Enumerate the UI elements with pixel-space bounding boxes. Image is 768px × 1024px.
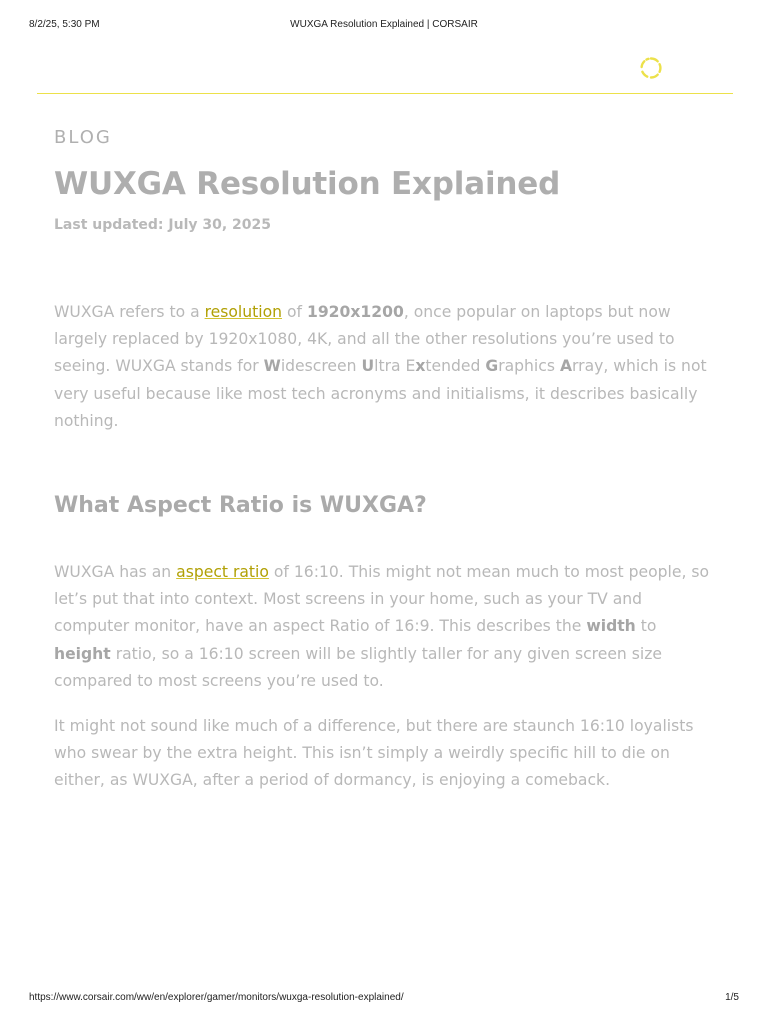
resolution-link[interactable]: resolution (204, 303, 283, 321)
article-title: WUXGA Resolution Explained (54, 166, 561, 202)
intro-paragraph: WUXGA refers to a resolution of 1920x1200, once popular on laptops but now largely replaced by 1920x1080, 4K, and all the other resolutions you’re used to seeing. WUXGA stands for Widescreen Ultra Extended Graphics Array, which is not very useful because like most tech acronyms and initialisms, it describes basically nothing. (54, 303, 707, 430)
blog-eyebrow: BLOG (54, 127, 112, 148)
aspect-ratio-link[interactable]: aspect ratio (176, 563, 269, 582)
print-page-number: 1/5 (725, 992, 739, 1003)
aspect-ratio-paragraph: WUXGA has an aspect ratio of 16:10. This might not mean much to most people, so let’s put that into context. Most screens in your home, such as your TV and computer monitor, have an aspect Ratio of 16:9. This describes the width to height ratio, so a 16:10 screen will be slightly taller for any given screen size compared to most screens you’re used to. (54, 563, 710, 690)
last-updated: Last updated: July 30, 2025 (54, 217, 272, 233)
section-heading-aspect-ratio: What Aspect Ratio is WUXGA? (54, 493, 427, 519)
print-footer (0, 992, 768, 1006)
corsair-logo-icon[interactable] (639, 56, 663, 80)
print-datetime: 8/2/25, 5:30 PM (29, 19, 100, 30)
print-header (0, 19, 768, 33)
article (54, 127, 714, 795)
comeback-paragraph: It might not sound like much of a difference, but there are staunch 16:10 loyalists who swear by the extra height. This isn’t simply a weirdly specific hill to die on either, as WUXGA, after a period of dormancy, is enjoying a comeback. (54, 717, 694, 790)
print-url: https://www.corsair.com/ww/en/explorer/gamer/monitors/wuxga-resolution-explained/ (29, 992, 404, 1003)
site-header (37, 50, 733, 94)
print-page-title: WUXGA Resolution Explained | CORSAIR (290, 19, 478, 30)
